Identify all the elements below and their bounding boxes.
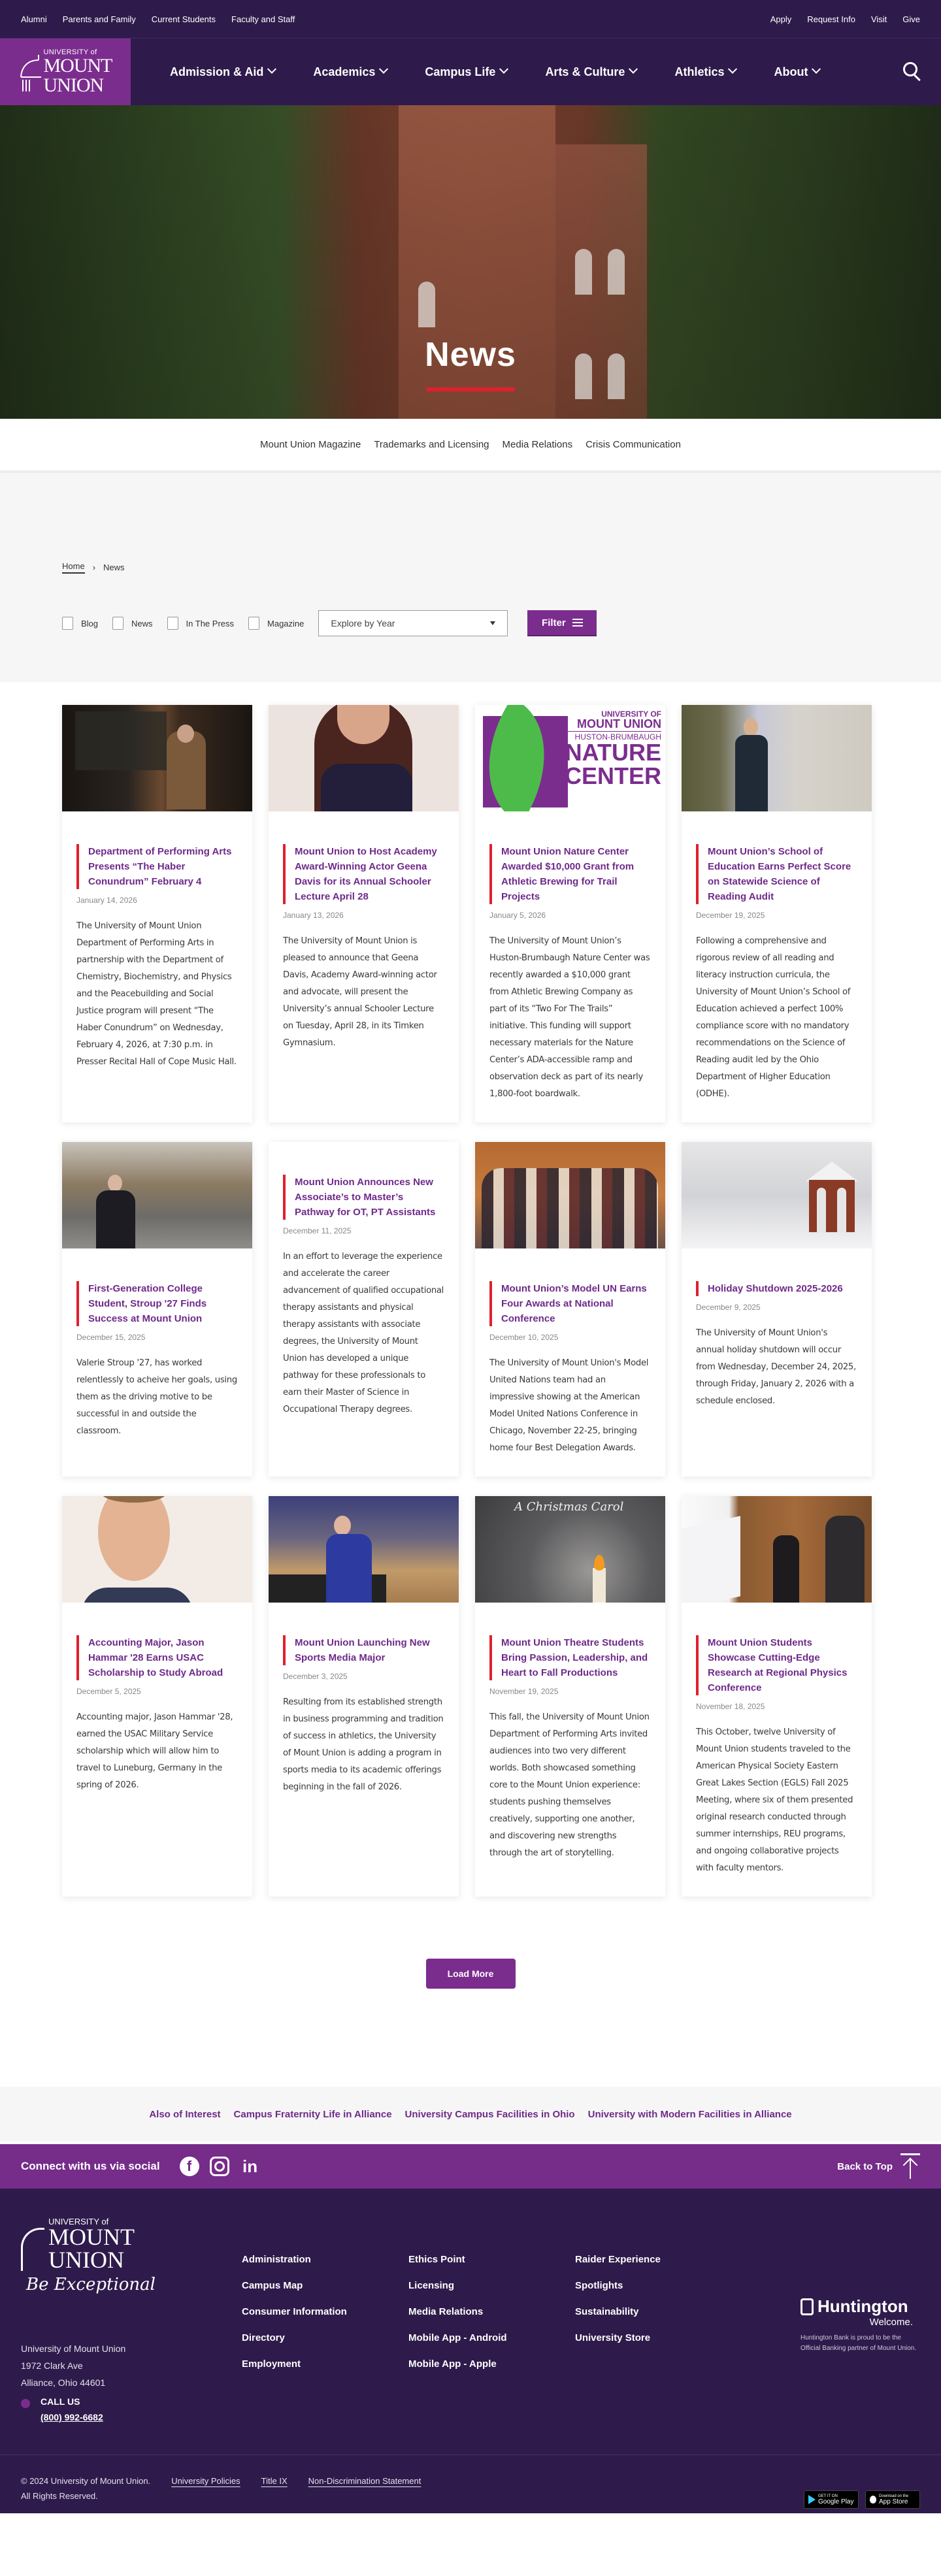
subnav-magazine[interactable]: Mount Union Magazine xyxy=(260,439,361,450)
news-card-title: Mount Union Theatre Students Bring Passion, Leadership, and Heart to Fall Productions xyxy=(489,1635,651,1680)
news-card-image xyxy=(269,705,459,811)
news-card-excerpt: Following a comprehensive and rigorous review of all reading and literacy instruction curricula, the University of Mount Union’s School of Education achieved a perfect 100% compliance score with no mandatory recommendations on the Science of Reading audit led by the Ohio Department of Higher Education (ODHE). xyxy=(696,936,851,1099)
nav-label: Arts & Culture xyxy=(545,65,625,78)
facebook-icon[interactable]: f xyxy=(180,2157,199,2176)
also-link-campus-facilities[interactable]: University Campus Facilities in Ohio xyxy=(404,2108,575,2120)
nature-center-logo-line5: CENTER xyxy=(564,762,661,789)
checkbox-icon[interactable] xyxy=(248,617,259,630)
christmas-carol-image-title: A Christmas Carol xyxy=(514,1500,624,1514)
footer-logo-university: UNIVERSITY of xyxy=(48,2217,109,2226)
hero-building-wing xyxy=(555,144,647,419)
phone-number-link[interactable]: (800) 992-6682 xyxy=(41,2412,103,2422)
news-card-date: November 19, 2025 xyxy=(489,1687,559,1696)
footer-link-campus-map[interactable]: Campus Map xyxy=(242,2280,303,2291)
news-card-image xyxy=(62,705,252,811)
nav-about[interactable] xyxy=(774,65,819,79)
sponsor-name: Huntington xyxy=(817,2296,908,2316)
filter-checkbox-in-the-press[interactable] xyxy=(167,617,234,630)
badge-small-text: Download on the xyxy=(879,2494,909,2498)
primary-nav-items xyxy=(170,65,941,79)
news-card-excerpt: The University of Mount Union's annual holiday shutdown will occur from Wednesday, December 24, 2025, through Friday, January 2, 2026 with a schedule enclosed. xyxy=(696,1328,856,1406)
nav-label: Athletics xyxy=(674,65,725,78)
load-more-button[interactable]: Load More xyxy=(426,1959,516,1989)
utility-left-links xyxy=(21,14,295,24)
news-card-date: December 5, 2025 xyxy=(76,1687,141,1696)
news-card[interactable] xyxy=(682,1142,872,1476)
footer-link-spotlights[interactable]: Spotlights xyxy=(575,2280,623,2291)
footer-link-mobile-apple[interactable]: Mobile App - Apple xyxy=(408,2358,497,2370)
utility-link-request-info[interactable]: Request Info xyxy=(807,14,855,24)
university-logo[interactable] xyxy=(0,39,131,105)
checkbox-icon[interactable] xyxy=(167,617,178,630)
footer-link-administration[interactable]: Administration xyxy=(242,2254,311,2265)
news-card-excerpt: The University of Mount Union is pleased to announce that Geena Davis, Academy Award-winning actor and advocate, will present the University’s annual Schooler Lecture on Tuesday, April 28, in its Timken Gymnasium. xyxy=(283,936,437,1048)
footer-link-sustainability[interactable]: Sustainability xyxy=(575,2306,639,2317)
chevron-down-icon xyxy=(499,65,508,74)
title-accent-bar xyxy=(426,387,515,391)
main-navigation xyxy=(0,39,941,105)
news-card-image xyxy=(62,1142,252,1248)
footer-logo-mount: MOUNT xyxy=(48,2224,135,2251)
checkbox-icon[interactable] xyxy=(62,617,73,630)
chevron-down-icon xyxy=(267,65,276,74)
news-card[interactable] xyxy=(682,1496,872,1897)
filter-checkbox-blog[interactable] xyxy=(62,617,98,630)
logo-university: UNIVERSITY of xyxy=(43,48,97,56)
social-bar xyxy=(0,2144,941,2189)
sliders-icon xyxy=(572,619,583,627)
hero-window xyxy=(608,249,625,295)
news-card-title: Mount Union to Host Academy Award-Winning Actor Geena Davis for its Annual Schooler Lecture April 28 xyxy=(283,844,444,904)
news-card-excerpt: The University of Mount Union’s Huston-Brumbaugh Nature Center was recently awarded a $10,000 grant from Athletic Brewing Company as part of its “Two For The Trails” initiative. This funding will support necessary materials for the Nature Center’s ADA-accessible ramp and observation deck as part of its nearly 1,800-foot boardwalk. xyxy=(489,936,650,1099)
nav-label: Academics xyxy=(313,65,376,78)
sponsor-huntington xyxy=(801,2296,918,2354)
news-card[interactable] xyxy=(62,1496,252,1897)
subnav-media-relations[interactable]: Media Relations xyxy=(502,439,573,450)
news-card-excerpt: The University of Mount Union Department of Performing Arts in partnership with the Department of Chemistry, Biochemistry, and Physics and the Peacebuilding and Social Justice program will present “The Haber Conundrum” on Wednesday, February 4, 2026, at 7:30 p.m. in Presser Recital Hall of Cope Music Hall. xyxy=(76,921,237,1067)
breadcrumb-separator-icon: › xyxy=(92,562,96,572)
also-link-fraternity[interactable]: Campus Fraternity Life in Alliance xyxy=(233,2108,392,2120)
news-card[interactable] xyxy=(62,1142,252,1476)
site-footer xyxy=(0,2189,941,2513)
filter-section xyxy=(0,473,941,682)
hero-window xyxy=(418,282,435,327)
year-select-value: Explore by Year xyxy=(331,618,395,628)
news-card-excerpt: Valerie Stroup '27, has worked relentlessly to acheive her goals, using them as the driving motive to be successful in and outside the classroom. xyxy=(76,1358,237,1436)
news-grid xyxy=(62,705,879,1897)
filter-button[interactable] xyxy=(527,610,597,636)
nature-center-logo-line4: NATURE xyxy=(565,739,661,766)
news-card-title: Accounting Major, Jason Hammar '28 Earns USAC Scholarship to Study Abroad xyxy=(76,1635,238,1680)
news-card-image xyxy=(682,1496,872,1603)
footer-call-us xyxy=(21,2396,103,2422)
news-card[interactable] xyxy=(269,1496,459,1897)
also-link-modern-facilities[interactable]: University with Modern Facilities in Alliance xyxy=(587,2108,792,2120)
chevron-down-icon xyxy=(812,65,821,74)
news-card-title: Mount Union Announces New Associate’s to Master’s Pathway for OT, PT Assistants xyxy=(283,1175,444,1220)
dome-logo-icon xyxy=(19,51,41,93)
badge-small-text: GET IT ON xyxy=(818,2494,838,2498)
nature-center-logo-line3: HUSTON-BRUMBAUGH xyxy=(574,732,661,742)
call-us-label: CALL US xyxy=(41,2396,80,2407)
year-select[interactable] xyxy=(318,610,508,636)
nature-center-logo-line2: MOUNT UNION xyxy=(557,718,661,732)
legal-link-title-ix[interactable]: Title IX xyxy=(261,2476,288,2486)
news-card-date: January 5, 2026 xyxy=(489,911,546,920)
news-card-title: Mount Union’s School of Education Earns Perfect Score on Statewide Science of Reading Audit xyxy=(696,844,857,904)
news-card-image xyxy=(475,1496,665,1603)
news-card[interactable] xyxy=(475,1496,665,1897)
news-card-date: December 19, 2025 xyxy=(696,911,765,920)
utility-link-apply[interactable]: Apply xyxy=(770,14,792,24)
news-card-title: Department of Performing Arts Presents “The Haber Conundrum” February 4 xyxy=(76,844,238,889)
social-label: Connect with us via social xyxy=(21,2160,160,2172)
news-card[interactable] xyxy=(269,705,459,1122)
footer-address xyxy=(21,2340,125,2391)
breadcrumb xyxy=(62,561,125,574)
footer-link-university-store[interactable]: University Store xyxy=(575,2332,651,2343)
app-store-badges xyxy=(804,2490,920,2509)
instagram-icon[interactable] xyxy=(210,2157,229,2176)
caret-down-icon xyxy=(490,621,495,625)
address-line: Alliance, Ohio 44601 xyxy=(21,2377,106,2388)
nav-label: About xyxy=(774,65,808,78)
news-card-title: Holiday Shutdown 2025-2026 xyxy=(696,1281,857,1296)
nav-arts-culture[interactable] xyxy=(545,65,636,79)
rights-text: All Rights Reserved. xyxy=(21,2491,98,2501)
news-card-title: Mount Union Students Showcase Cutting-Edge Research at Regional Physics Conference xyxy=(696,1635,857,1695)
utility-bar xyxy=(0,0,941,39)
checkbox-label: In The Press xyxy=(186,618,235,628)
checkbox-label: Blog xyxy=(81,618,99,628)
also-of-interest-label: Also of Interest xyxy=(149,2108,221,2120)
nav-academics[interactable] xyxy=(313,65,387,79)
google-play-icon xyxy=(808,2495,816,2504)
page-title: News xyxy=(425,336,516,374)
legal-link-non-discrimination[interactable]: Non-Discrimination Statement xyxy=(308,2476,421,2486)
nav-athletics[interactable] xyxy=(674,65,736,79)
filter-controls xyxy=(62,610,597,636)
subnav-trademarks[interactable]: Trademarks and Licensing xyxy=(374,439,489,450)
copyright-text: © 2024 University of Mount Union. xyxy=(21,2476,151,2486)
news-card-date: January 13, 2026 xyxy=(283,911,344,920)
news-card[interactable] xyxy=(475,705,665,1122)
load-more-container xyxy=(62,1897,879,2087)
utility-link-alumni[interactable]: Alumni xyxy=(21,14,47,24)
news-card-date: December 10, 2025 xyxy=(489,1333,559,1342)
news-card[interactable] xyxy=(682,705,872,1122)
footer-logo-union: UNION xyxy=(48,2246,124,2273)
back-to-top-button[interactable] xyxy=(837,2153,920,2179)
address-line: University of Mount Union xyxy=(21,2343,126,2354)
sub-navigation xyxy=(0,419,941,473)
news-card-date: December 11, 2025 xyxy=(283,1226,352,1235)
chevron-down-icon xyxy=(629,65,638,74)
logo-mount: MOUNT xyxy=(43,54,112,76)
breadcrumb-home[interactable]: Home xyxy=(62,561,85,574)
sponsor-note: Huntington Bank is proud to be the Official Banking partner of Mount Union. xyxy=(801,2334,917,2352)
checkbox-icon[interactable] xyxy=(112,617,124,630)
news-card[interactable] xyxy=(269,1142,459,1476)
news-card-image xyxy=(682,705,872,811)
news-card-image xyxy=(475,1142,665,1248)
footer-legal xyxy=(21,2476,421,2501)
utility-link-parents[interactable]: Parents and Family xyxy=(62,14,136,24)
breadcrumb-current: News xyxy=(103,562,125,572)
news-card-date: January 14, 2026 xyxy=(76,896,137,905)
news-card-excerpt: In an effort to leverage the experience and accelerate the career advancement of qualified occupational therapy assistants and physical therapy assistants with associate degrees, the University of Mount Union has developed a unique pathway for these professionals to earn their Master of Science in Occupational Therapy degrees. xyxy=(283,1252,444,1414)
footer-link-ethics-point[interactable]: Ethics Point xyxy=(408,2254,465,2265)
search-icon[interactable] xyxy=(903,62,923,83)
sponsor-welcome: Welcome. xyxy=(869,2317,913,2328)
address-line: 1972 Clark Ave xyxy=(21,2360,83,2371)
dome-logo-icon xyxy=(21,2228,44,2271)
footer-link-columns xyxy=(242,2254,742,2370)
huntington-mark-icon xyxy=(801,2298,814,2315)
checkbox-label: Magazine xyxy=(267,618,305,628)
news-card-title: Mount Union’s Model UN Earns Four Awards at National Conference xyxy=(489,1281,651,1326)
footer-link-media-relations[interactable]: Media Relations xyxy=(408,2306,484,2317)
utility-link-current-students[interactable]: Current Students xyxy=(151,14,216,24)
footer-divider xyxy=(0,2454,941,2455)
utility-link-visit[interactable]: Visit xyxy=(870,14,887,24)
news-card-excerpt: This fall, the University of Mount Union Department of Performing Arts invited audiences into two very different worlds. Both showcased something core to the Mount Union experience: students pushing themselves creatively, supporting one another, and discovering new strengths through the art of storytelling. xyxy=(489,1712,650,1858)
apple-icon xyxy=(870,2496,876,2503)
filter-checkbox-magazine[interactable] xyxy=(248,617,304,630)
nav-label: Admission & Aid xyxy=(170,65,264,78)
also-of-interest xyxy=(0,2087,941,2144)
news-card-excerpt: Resulting from its established strength in business programming and tradition of success in athletics, the University of Mount Union is adding a program in sports media to its academic offerings beginning in the fall of 2026. xyxy=(283,1697,444,1792)
badge-big-text: App Store xyxy=(879,2498,908,2505)
news-card-excerpt: Accounting major, Jason Hammar '28, earned the USAC Military Service scholarship which will allow him to travel to Luneburg, Germany in the spring of 2026. xyxy=(76,1712,233,1790)
footer-tagline: Be Exceptional xyxy=(26,2274,156,2294)
nav-label: Campus Life xyxy=(425,65,496,78)
linkedin-icon[interactable]: in xyxy=(242,2156,258,2176)
logo-union: UNION xyxy=(43,74,104,96)
news-card-image xyxy=(269,1496,459,1603)
nav-admission-aid[interactable] xyxy=(170,65,275,79)
footer-link-employment[interactable]: Employment xyxy=(242,2358,301,2370)
footer-link-consumer-information[interactable]: Consumer Information xyxy=(242,2306,347,2317)
checkbox-label: News xyxy=(131,618,153,628)
legal-link-policies[interactable]: University Policies xyxy=(171,2476,240,2486)
phone-icon xyxy=(21,2399,30,2408)
app-store-badge[interactable] xyxy=(865,2490,920,2509)
hero-window xyxy=(575,249,592,295)
hero-banner xyxy=(0,105,941,419)
arrow-up-icon xyxy=(900,2153,920,2179)
news-card-excerpt: This October, twelve University of Mount Union students traveled to the American Physical Society Eastern Great Lakes Section (EGLS) Fall 2025 Meeting, where six of them presented original research conducted through summer internships, REU programs, and ongoing collaborative projects with faculty mentors. xyxy=(696,1727,853,1873)
news-card-date: December 15, 2025 xyxy=(76,1333,146,1342)
utility-link-faculty[interactable]: Faculty and Staff xyxy=(231,14,295,24)
nature-center-logo-line1: UNIVERSITY OF xyxy=(601,709,661,719)
nav-campus-life[interactable] xyxy=(425,65,507,79)
news-card-image xyxy=(62,1496,252,1603)
utility-right-links xyxy=(770,14,920,24)
badge-big-text: Google Play xyxy=(818,2498,854,2505)
news-card[interactable] xyxy=(475,1142,665,1476)
news-card[interactable] xyxy=(62,705,252,1122)
news-card-title: Mount Union Nature Center Awarded $10,000 Grant from Athletic Brewing for Trail Projects xyxy=(489,844,651,904)
news-card-date: December 3, 2025 xyxy=(283,1672,348,1681)
footer-column-2 xyxy=(408,2254,575,2370)
subnav-crisis-communication[interactable]: Crisis Communication xyxy=(586,439,681,450)
news-card-image xyxy=(475,705,665,811)
news-card-title: First-Generation College Student, Stroup '27 Finds Success at Mount Union xyxy=(76,1281,238,1326)
news-list xyxy=(0,682,941,2087)
chevron-down-icon xyxy=(728,65,737,74)
footer-column-1 xyxy=(242,2254,408,2370)
back-to-top-label: Back to Top xyxy=(837,2160,893,2172)
filter-button-label: Filter xyxy=(542,617,566,628)
footer-logo[interactable] xyxy=(21,2218,158,2294)
chevron-down-icon xyxy=(379,65,388,74)
news-card-image xyxy=(682,1142,872,1248)
utility-link-give[interactable]: Give xyxy=(902,14,920,24)
news-card-title: Mount Union Launching New Sports Media Major xyxy=(283,1635,444,1665)
news-card-excerpt: The University of Mount Union's Model United Nations team had an impressive showing at the American Model United Nations Conference in Chicago, November 22-25, bringing home four Best Delegation Awards. xyxy=(489,1358,649,1453)
footer-link-raider-experience[interactable]: Raider Experience xyxy=(575,2254,661,2265)
google-play-badge[interactable] xyxy=(804,2490,859,2509)
huntington-logo xyxy=(801,2296,918,2317)
news-card-date: December 9, 2025 xyxy=(696,1303,761,1312)
footer-link-directory[interactable]: Directory xyxy=(242,2332,285,2343)
footer-link-licensing[interactable]: Licensing xyxy=(408,2280,455,2291)
footer-link-mobile-android[interactable]: Mobile App - Android xyxy=(408,2332,507,2343)
news-card-date: November 18, 2025 xyxy=(696,1702,765,1711)
footer-column-3 xyxy=(575,2254,742,2370)
filter-checkbox-news[interactable] xyxy=(112,617,153,630)
